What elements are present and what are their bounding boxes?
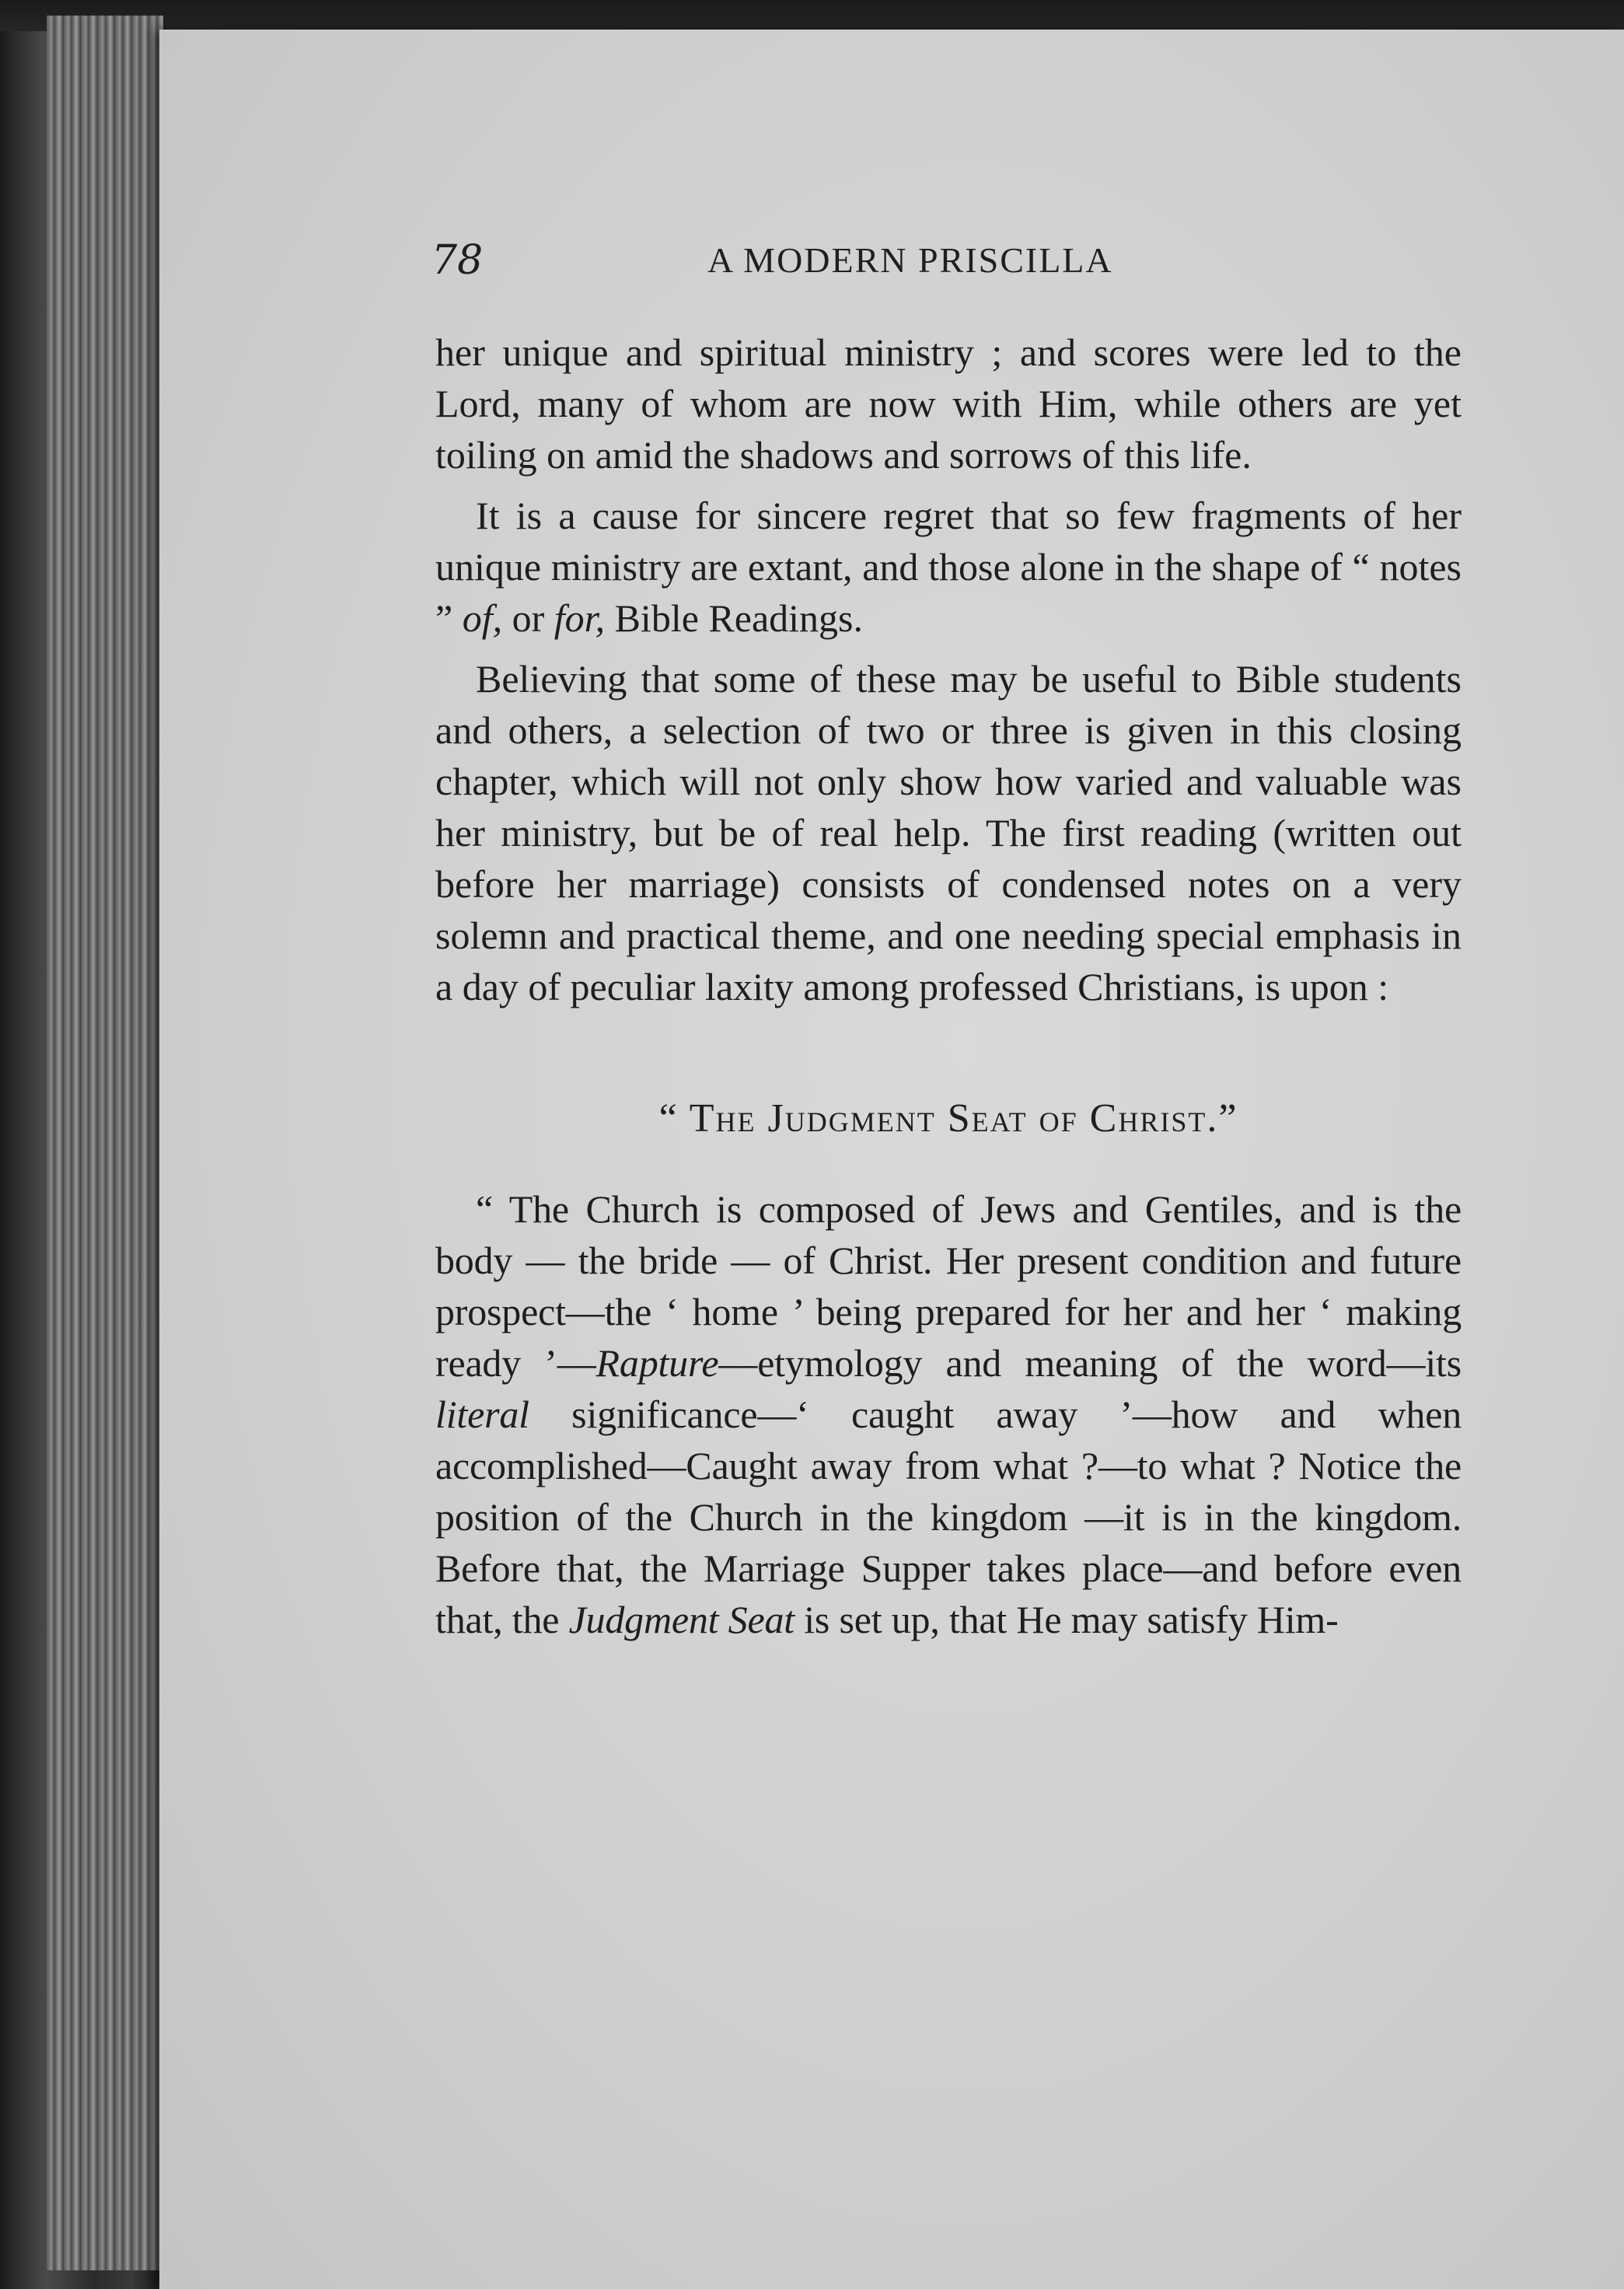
top-shadow: [0, 0, 1624, 31]
page-body: [435, 327, 1462, 1655]
paragraph-3: Believing that some of these may be useful to Bible students and others, a selection of two or three is given in this closing chapter, which will not only show how varied and valuable was her ministry, but be of real help. The first reading (written out before her marriage) consists of condensed notes on a very solemn and practical theme, and one needing special emphasis in a day of peculiar laxity among professed Christians, is upon :: [435, 657, 1462, 1008]
paragraph-2: It is a cause for sincere regret that so few fragments of her unique ministry are extant, and those alone in the shape of “ notes ” of, or for, Bible Readings.: [435, 494, 1462, 640]
page-edges: [47, 16, 163, 2270]
running-head: [431, 233, 1458, 288]
paragraph-1: her unique and spiritual ministry ; and scores were led to the Lord, many of whom are now with Him, while others are yet toiling on amid the shadows and sorrows of this life.: [435, 330, 1462, 477]
book-title: A MODERN PRISCILLA: [707, 240, 1113, 280]
page-number: 78: [431, 237, 484, 284]
quote-paragraph: “ The Church is composed of Jews and Gentiles, and is the body — the bride — of Christ. Her present condition and future prospect—the ‘ home ’ being prepared for her and her ‘ making ready ’—Rapture—etymology and meaning of the word—its literal significance—‘ caught away ’—how and when accomplished—Caught away from what ?—to what ? Notice the position of the Church in the kingdom —it is in the kingdom. Before that, the Marriage Supper takes place—and before even that, the Judgment Seat is set up, that He may satisfy Him-: [435, 1187, 1462, 1641]
section-heading: “ The Judgment Seat of Christ.”: [658, 1096, 1238, 1141]
